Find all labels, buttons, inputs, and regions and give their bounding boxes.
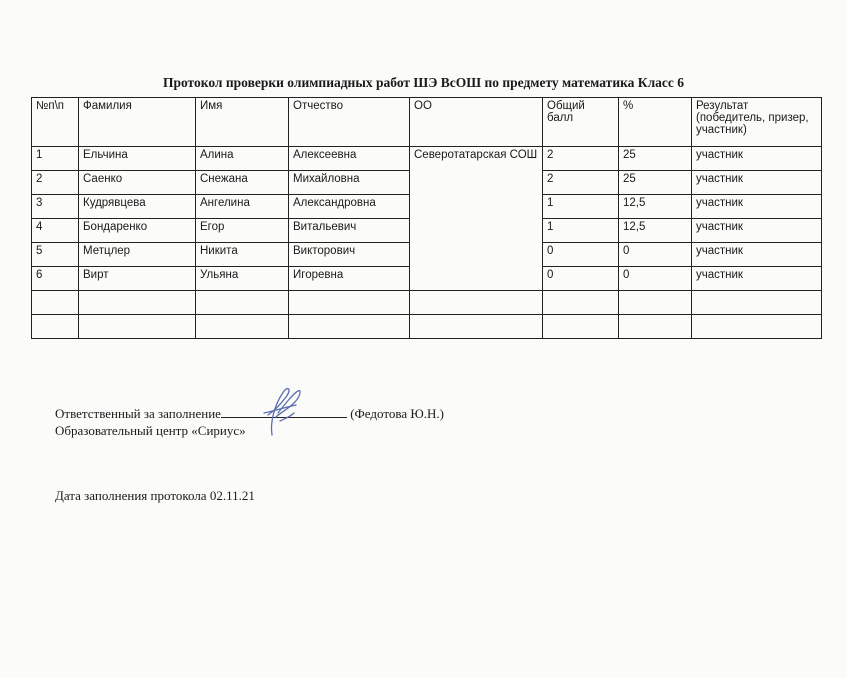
cell-oo-empty [410, 219, 543, 243]
cell-surname: Вирт [79, 267, 196, 291]
table-header-row [32, 98, 822, 147]
cell-empty [79, 291, 196, 315]
cell-empty [692, 315, 822, 339]
responsible-name: (Федотова Ю.Н.) [350, 406, 444, 421]
fill-date-line: Дата заполнения протокола 02.11.21 [55, 488, 255, 503]
cell-patronymic: Игоревна [289, 267, 410, 291]
table-row [32, 267, 822, 291]
cell-num: 6 [32, 267, 79, 291]
cell-score: 0 [543, 267, 619, 291]
cell-oo: Северотатарская СОШ [410, 147, 543, 171]
cell-result: участник [692, 267, 822, 291]
cell-oo-empty [410, 171, 543, 195]
cell-empty [32, 315, 79, 339]
cell-num: 4 [32, 219, 79, 243]
header-score: Общий балл [543, 98, 619, 147]
cell-patronymic: Михайловна [289, 171, 410, 195]
organization-name: Образовательный центр «Сириус» [55, 423, 246, 438]
cell-score: 2 [543, 147, 619, 171]
cell-empty [289, 291, 410, 315]
cell-score: 2 [543, 171, 619, 195]
header-percent: % [619, 98, 692, 147]
header-name: Имя [196, 98, 289, 147]
cell-empty [543, 291, 619, 315]
cell-name: Егор [196, 219, 289, 243]
table-row [32, 171, 822, 195]
results-table [31, 97, 822, 339]
cell-patronymic: Александровна [289, 195, 410, 219]
cell-empty [692, 291, 822, 315]
document-title: Протокол проверки олимпиадных работ ШЭ ВсОШ по предмету математика Класс 6 [162, 75, 685, 90]
cell-surname: Кудрявцева [79, 195, 196, 219]
cell-result: участник [692, 219, 822, 243]
cell-surname: Бондаренко [79, 219, 196, 243]
cell-oo-empty [410, 243, 543, 267]
cell-name: Снежана [196, 171, 289, 195]
header-result: Результат (победитель, призер, участник) [692, 98, 822, 147]
cell-empty [410, 291, 543, 315]
table-row-empty [32, 315, 822, 339]
responsible-label: Ответственный за заполнение [55, 406, 221, 421]
cell-percent: 25 [619, 147, 692, 171]
cell-percent: 0 [619, 243, 692, 267]
cell-result: участник [692, 171, 822, 195]
cell-name: Ульяна [196, 267, 289, 291]
table-row [32, 219, 822, 243]
cell-name: Ангелина [196, 195, 289, 219]
cell-empty [289, 315, 410, 339]
cell-percent: 12,5 [619, 219, 692, 243]
cell-result: участник [692, 147, 822, 171]
cell-num: 2 [32, 171, 79, 195]
cell-empty [410, 315, 543, 339]
header-num: №п\п [32, 98, 79, 147]
cell-oo-empty [410, 267, 543, 291]
cell-surname: Ельчина [79, 147, 196, 171]
table-row [32, 195, 822, 219]
cell-surname: Саенко [79, 171, 196, 195]
cell-percent: 12,5 [619, 195, 692, 219]
table-row [32, 147, 822, 171]
cell-empty [619, 291, 692, 315]
cell-empty [196, 291, 289, 315]
cell-name: Никита [196, 243, 289, 267]
cell-name: Алина [196, 147, 289, 171]
cell-empty [619, 315, 692, 339]
cell-result: участник [692, 243, 822, 267]
cell-patronymic: Витальевич [289, 219, 410, 243]
header-oo: ОО [410, 98, 543, 147]
cell-num: 5 [32, 243, 79, 267]
cell-score: 1 [543, 195, 619, 219]
cell-result: участник [692, 195, 822, 219]
cell-score: 0 [543, 243, 619, 267]
cell-patronymic: Алексеевна [289, 147, 410, 171]
cell-num: 1 [32, 147, 79, 171]
cell-score: 1 [543, 219, 619, 243]
cell-num: 3 [32, 195, 79, 219]
cell-empty [196, 315, 289, 339]
cell-empty [32, 291, 79, 315]
cell-surname: Метцлер [79, 243, 196, 267]
table-row-empty [32, 291, 822, 315]
header-patronymic: Отчество [289, 98, 410, 147]
cell-empty [79, 315, 196, 339]
cell-empty [543, 315, 619, 339]
table-row [32, 243, 822, 267]
cell-oo-empty [410, 195, 543, 219]
header-surname: Фамилия [79, 98, 196, 147]
handwritten-signature [250, 383, 310, 441]
cell-percent: 0 [619, 267, 692, 291]
cell-patronymic: Викторович [289, 243, 410, 267]
cell-percent: 25 [619, 171, 692, 195]
